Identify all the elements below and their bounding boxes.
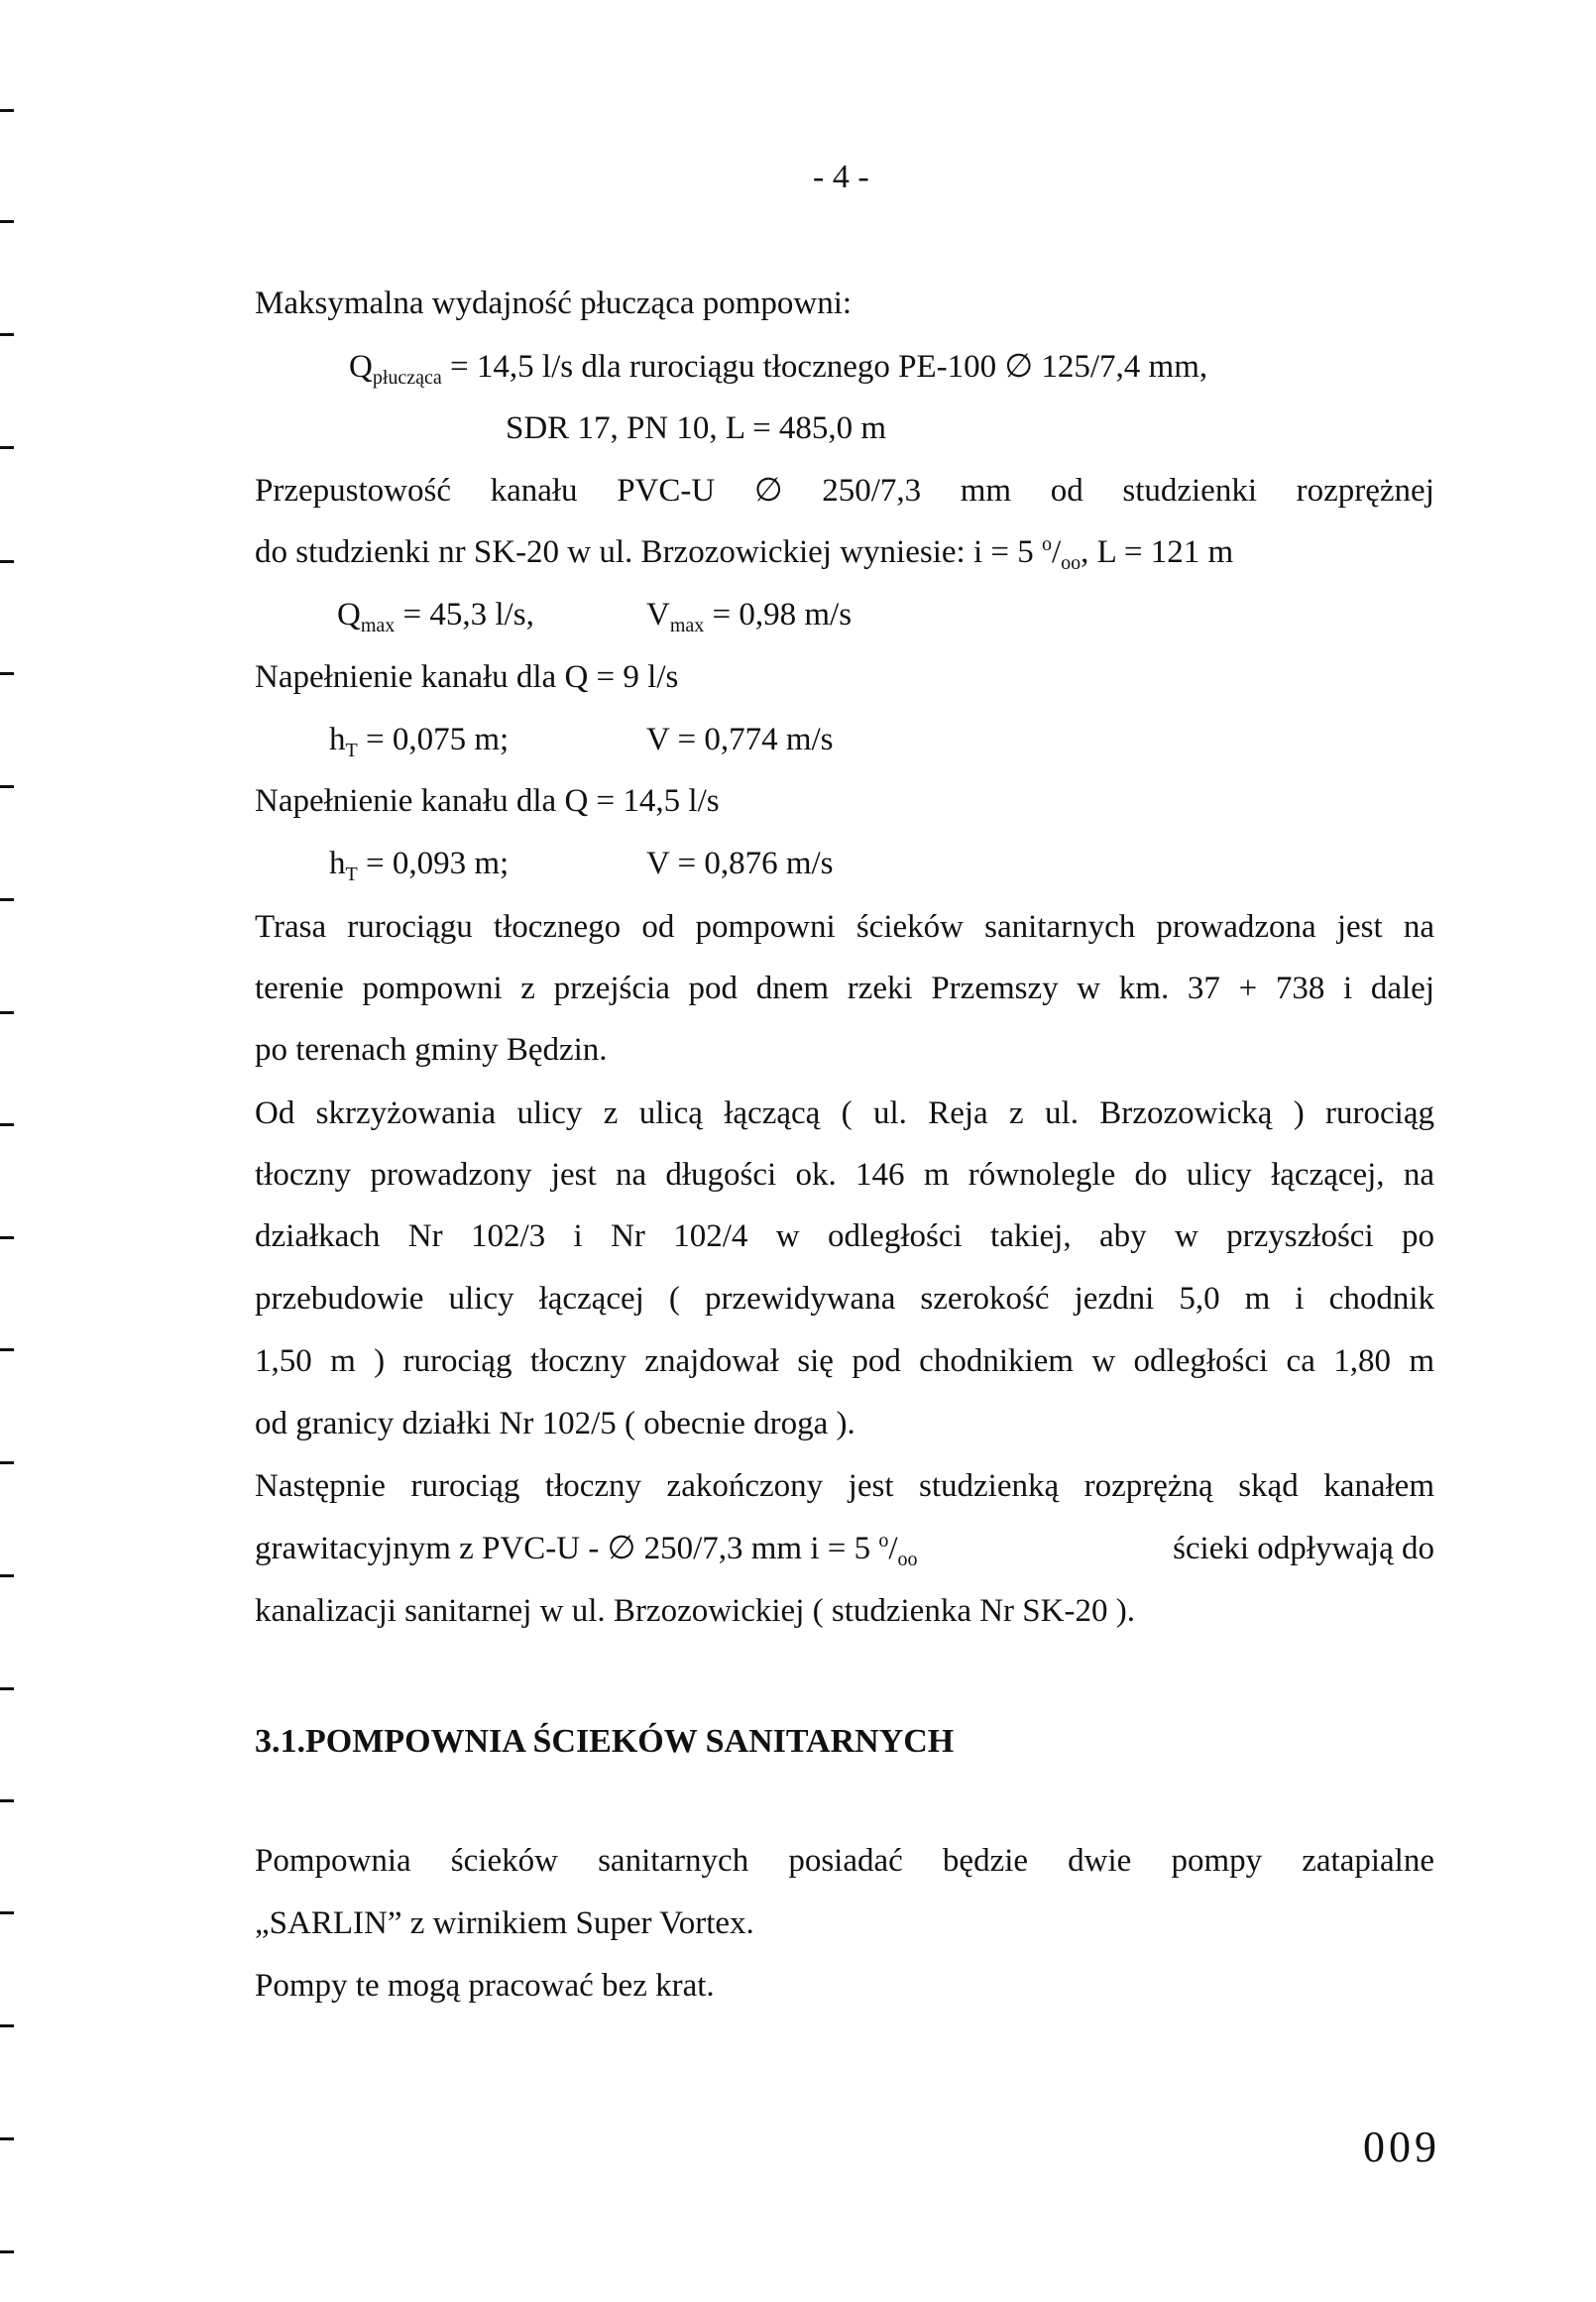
paragraph-line: Pompy te mogą pracować bez krat. — [255, 1968, 715, 2004]
paragraph-line: tłoczny prowadzony jest na długości ok. 146 m równolegle do ulicy łączącej, na — [255, 1157, 1434, 1193]
paragraph-line: Następnie rurociąg tłoczny zakończony jest studzienką rozprężną skąd kanałem — [255, 1468, 1434, 1504]
justified-line — [255, 471, 1434, 511]
text-part: / — [888, 1531, 898, 1566]
scan-mark — [0, 1236, 14, 1239]
formula-text: = 0,075 m; — [357, 722, 510, 757]
formula-text: = 0,093 m; — [357, 846, 510, 881]
scan-mark — [0, 446, 14, 449]
superscript: o — [1041, 533, 1052, 555]
symbol-v: V — [646, 597, 670, 633]
formula-line — [329, 844, 509, 883]
subscript: oo — [1061, 552, 1082, 574]
text-line: Napełnienie kanału dla Q = 14,5 l/s — [255, 783, 720, 819]
paragraph-line — [255, 1529, 1434, 1568]
subscript: oo — [897, 1549, 918, 1570]
scan-mark — [0, 1123, 14, 1126]
subscript: płucząca — [372, 367, 442, 389]
formula-line: V = 0,774 m/s — [646, 722, 834, 757]
text-part: , L = 121 m — [1081, 534, 1234, 570]
paragraph-line: Od skrzyżowania ulicy z ulicą łączącą ( ul. Reja z ul. Brzozowicką ) rurociąg — [255, 1095, 1434, 1131]
word: od — [1050, 473, 1083, 509]
scan-mark — [0, 1799, 14, 1802]
stamp-number: 009 — [1363, 2123, 1440, 2171]
symbol-h: h — [329, 722, 346, 757]
word: kanału — [490, 473, 578, 509]
scan-mark — [0, 898, 14, 901]
scan-mark — [0, 2024, 14, 2027]
scan-mark — [0, 109, 14, 112]
formula-text: = 0,98 m/s — [704, 597, 853, 633]
word: Przepustowość — [255, 473, 451, 509]
text-part — [255, 1529, 918, 1568]
symbol-q: Q — [349, 349, 373, 385]
formula-line — [646, 595, 852, 634]
formula-line — [337, 595, 534, 634]
scan-mark — [0, 1011, 14, 1014]
word: mm — [960, 473, 1012, 509]
section-heading: 3.1.POMPOWNIA ŚCIEKÓW SANITARNYCH — [255, 1723, 955, 1760]
text-line: Napełnienie kanału dla Q = 9 l/s — [255, 659, 679, 695]
paragraph-line: kanalizacji sanitarnej w ul. Brzozowickiej ( studzienka Nr SK-20 ). — [255, 1593, 1135, 1629]
text-line — [255, 532, 1233, 572]
superscript: o — [878, 1530, 889, 1552]
paragraph-line: terenie pompowni z przejścia pod dnem rzeki Przemszy w km. 37 + 738 i dalej — [255, 971, 1434, 1006]
formula-line — [329, 720, 509, 759]
paragraph-line: Pompownia ścieków sanitarnych posiadać będzie dwie pompy zatapialne — [255, 1843, 1434, 1879]
paragraph-line: Trasa rurociągu tłocznego od pompowni ścieków sanitarnych prowadzona jest na — [255, 909, 1434, 945]
word: 250/7,3 — [822, 473, 922, 509]
paragraph-line: przebudowie ulicy łączącej ( przewidywana szerokość jezdni 5,0 m i chodnik — [255, 1281, 1434, 1317]
scan-mark — [0, 333, 14, 336]
formula-text: = 45,3 l/s, — [395, 597, 534, 633]
word: studzienki — [1122, 473, 1258, 509]
scan-mark — [0, 1574, 14, 1577]
word: PVC-U — [617, 473, 716, 509]
formula-line — [349, 347, 1207, 387]
text-line: Maksymalna wydajność płucząca pompowni: — [255, 286, 853, 321]
page-number: - 4 - — [813, 159, 869, 195]
subscript: T — [345, 740, 358, 761]
scan-mark — [0, 2137, 14, 2140]
symbol-h: h — [329, 846, 346, 881]
subscript: T — [345, 863, 358, 885]
symbol-q: Q — [337, 597, 361, 633]
word: ∅ — [753, 473, 783, 509]
scan-mark — [0, 785, 14, 788]
text-part: grawitacyjnym z PVC-U - ∅ 250/7,3 mm i = 5 — [255, 1531, 879, 1566]
paragraph-line: „SARLIN” z wirnikiem Super Vortex. — [255, 1905, 754, 1941]
scan-mark — [0, 1461, 14, 1464]
scan-mark — [0, 2250, 14, 2253]
subscript: max — [669, 615, 705, 636]
formula-line: V = 0,876 m/s — [646, 846, 834, 881]
subscript: max — [360, 615, 396, 636]
word: rozprężnej — [1296, 473, 1434, 509]
paragraph-line: 1,50 m ) rurociąg tłoczny znajdował się pod chodnikiem w odległości ca 1,80 m — [255, 1343, 1434, 1379]
scan-mark — [0, 672, 14, 675]
scan-mark — [0, 1911, 14, 1914]
paragraph-line: działkach Nr 102/3 i Nr 102/4 w odległości takiej, aby w przyszłości po — [255, 1218, 1434, 1254]
scan-mark — [0, 560, 14, 563]
scan-mark — [0, 1687, 14, 1690]
paragraph-line: po terenach gminy Będzin. — [255, 1032, 608, 1068]
text-part: ścieki odpływają do — [1173, 1531, 1434, 1566]
text-part: do studzienki nr SK-20 w ul. Brzozowickiej wyniesie: i = 5 — [255, 534, 1042, 570]
formula-line: SDR 17, PN 10, L = 485,0 m — [506, 410, 887, 446]
scan-mark — [0, 1348, 14, 1351]
text-part: / — [1051, 534, 1062, 570]
paragraph-line: od granicy działki Nr 102/5 ( obecnie droga ). — [255, 1406, 855, 1441]
formula-text: = 14,5 l/s dla rurociągu tłocznego PE-100 ∅ 125/7,4 mm, — [441, 349, 1208, 385]
scan-mark — [0, 220, 14, 223]
